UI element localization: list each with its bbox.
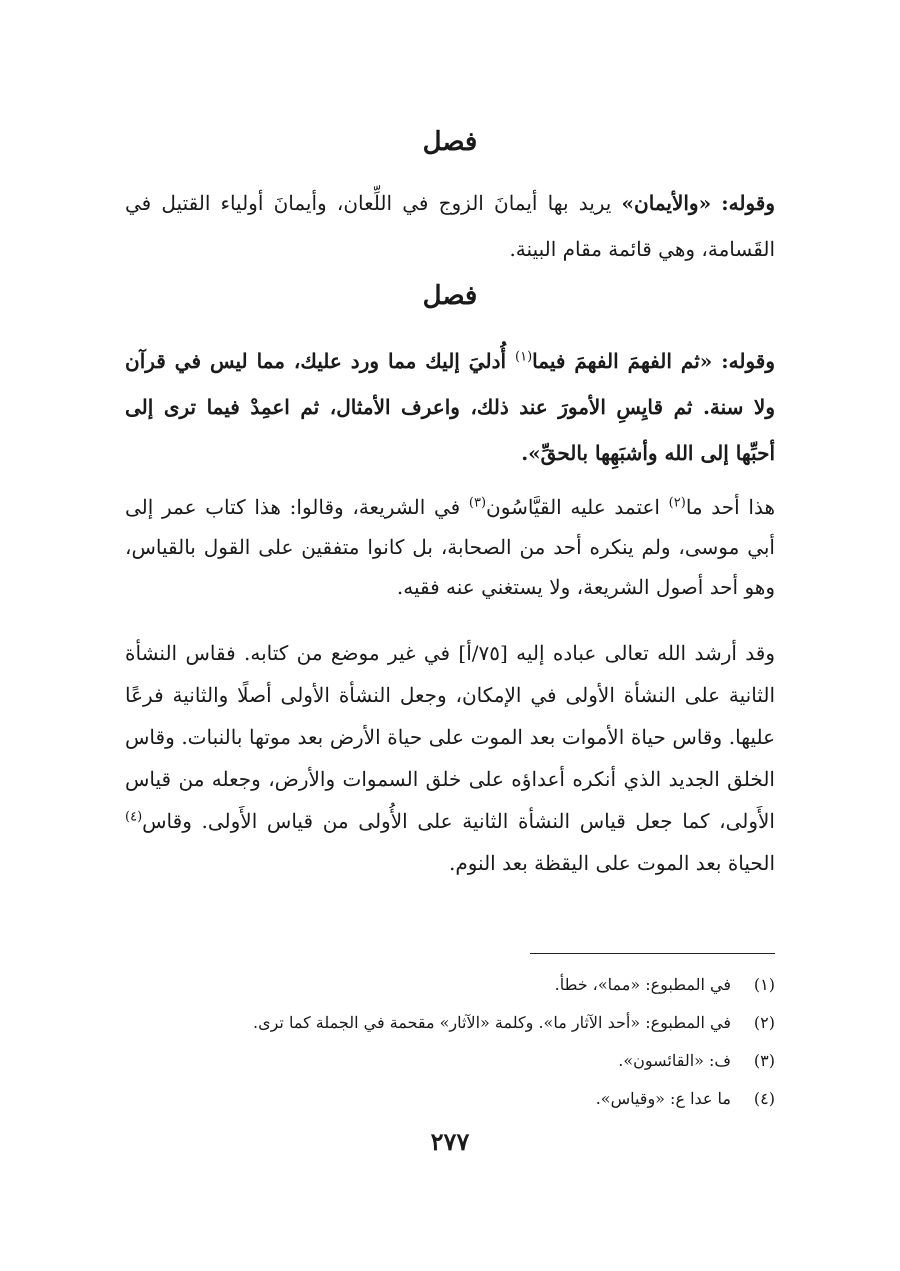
lead-word: وقوله: xyxy=(721,191,775,215)
quoted-text-part-1: «ثم الفهمَ الفهمَ فيما xyxy=(532,349,713,373)
paragraph-text-part-1: هذا أحد ما xyxy=(685,495,776,519)
footnote-text: ف: «القائسون». xyxy=(618,1051,731,1070)
paragraph-aymaan xyxy=(125,180,775,272)
footnote-4 xyxy=(125,1080,775,1118)
paragraph-text-part-2: اعتمد عليه القيَّاسُون xyxy=(486,495,660,519)
paragraph-text-part-2: الحياة بعد الموت على اليقظة بعد النوم. xyxy=(448,851,775,875)
paragraph-quran-analogy xyxy=(125,632,775,884)
footnote-divider xyxy=(530,953,775,954)
paragraph-text: يريد بها أيمانَ الزوج في اللِّعان، وأيمانَ أولياء القتيل في القَسامة، وهي قائمة مقام البينة. xyxy=(125,191,775,261)
paragraph-qiyas-source xyxy=(125,487,775,607)
footnote-number: (٢) xyxy=(753,1013,775,1032)
lead-word: وقوله: xyxy=(721,349,775,373)
section-heading-2: فصل xyxy=(422,281,478,311)
paragraph-fahm xyxy=(125,338,775,476)
footnote-2 xyxy=(125,1004,775,1042)
footnote-ref-2[interactable]: (٢) xyxy=(668,495,686,511)
footnote-ref-1[interactable]: (١) xyxy=(515,349,533,365)
quoted-phrase: «والأيمان» xyxy=(621,191,712,215)
footnote-number: (٣) xyxy=(753,1051,775,1070)
footnote-text: في المطبوع: «مما»، خطأ. xyxy=(554,975,731,994)
section-heading-1: فصل xyxy=(422,127,478,157)
footnote-text: في المطبوع: «أحد الآثار ما». وكلمة «الآثار» مقحمة في الجملة كما ترى. xyxy=(252,1013,731,1032)
footnotes xyxy=(125,966,775,1118)
footnote-number: (١) xyxy=(753,975,775,994)
footnote-1 xyxy=(125,966,775,1004)
footnote-text: ما عدا ع: «وقياس». xyxy=(595,1089,731,1108)
paragraph-text-part-1: وقد أرشد الله تعالى عباده إليه [٧٥/أ] في غير موضع من كتابه. فقاس النشأة الثانية على النشأة الأولى في الإمكان، وجعل النشأة الأولى أصلًا والثانية فرعًا عليها. وقاس حياة الأموات بعد الموت على حياة الأرض بعد موتها بالنبات. وقاس الخلق الجديد الذي أنكره أعداؤه على خلق السموات والأرض، وجعله من قياس الأَولى، كما جعل قياس النشأة الثانية على الأُولى من قياس الأَولى. وقاس xyxy=(125,641,775,833)
footnote-number: (٤) xyxy=(753,1089,775,1108)
footnote-3 xyxy=(125,1042,775,1080)
page-number: ٢٧٧ xyxy=(430,1127,470,1156)
paragraph-text-part-3: في الشريعة، وقالوا: هذا كتاب عمر إلى أبي موسى، ولم ينكره أحد من الصحابة، بل كانوا متفقين على القول بالقياس، وهو أحد أصول الشريعة، ولا يستغني عنه فقيه. xyxy=(125,495,775,599)
quoted-text-part-2: أُدليَ إليك مما ورد عليك، مما ليس في قرآن ولا سنة. ثم قايِسِ الأمورَ عند ذلك، واعرف الأمثال، ثم اعمِدْ فيما ترى إلى أحبِّها إلى الله وأشبَهِها بالحقِّ». xyxy=(125,349,775,465)
footnote-ref-4[interactable]: (٤) xyxy=(125,809,143,825)
footnote-ref-3[interactable]: (٣) xyxy=(468,495,487,511)
